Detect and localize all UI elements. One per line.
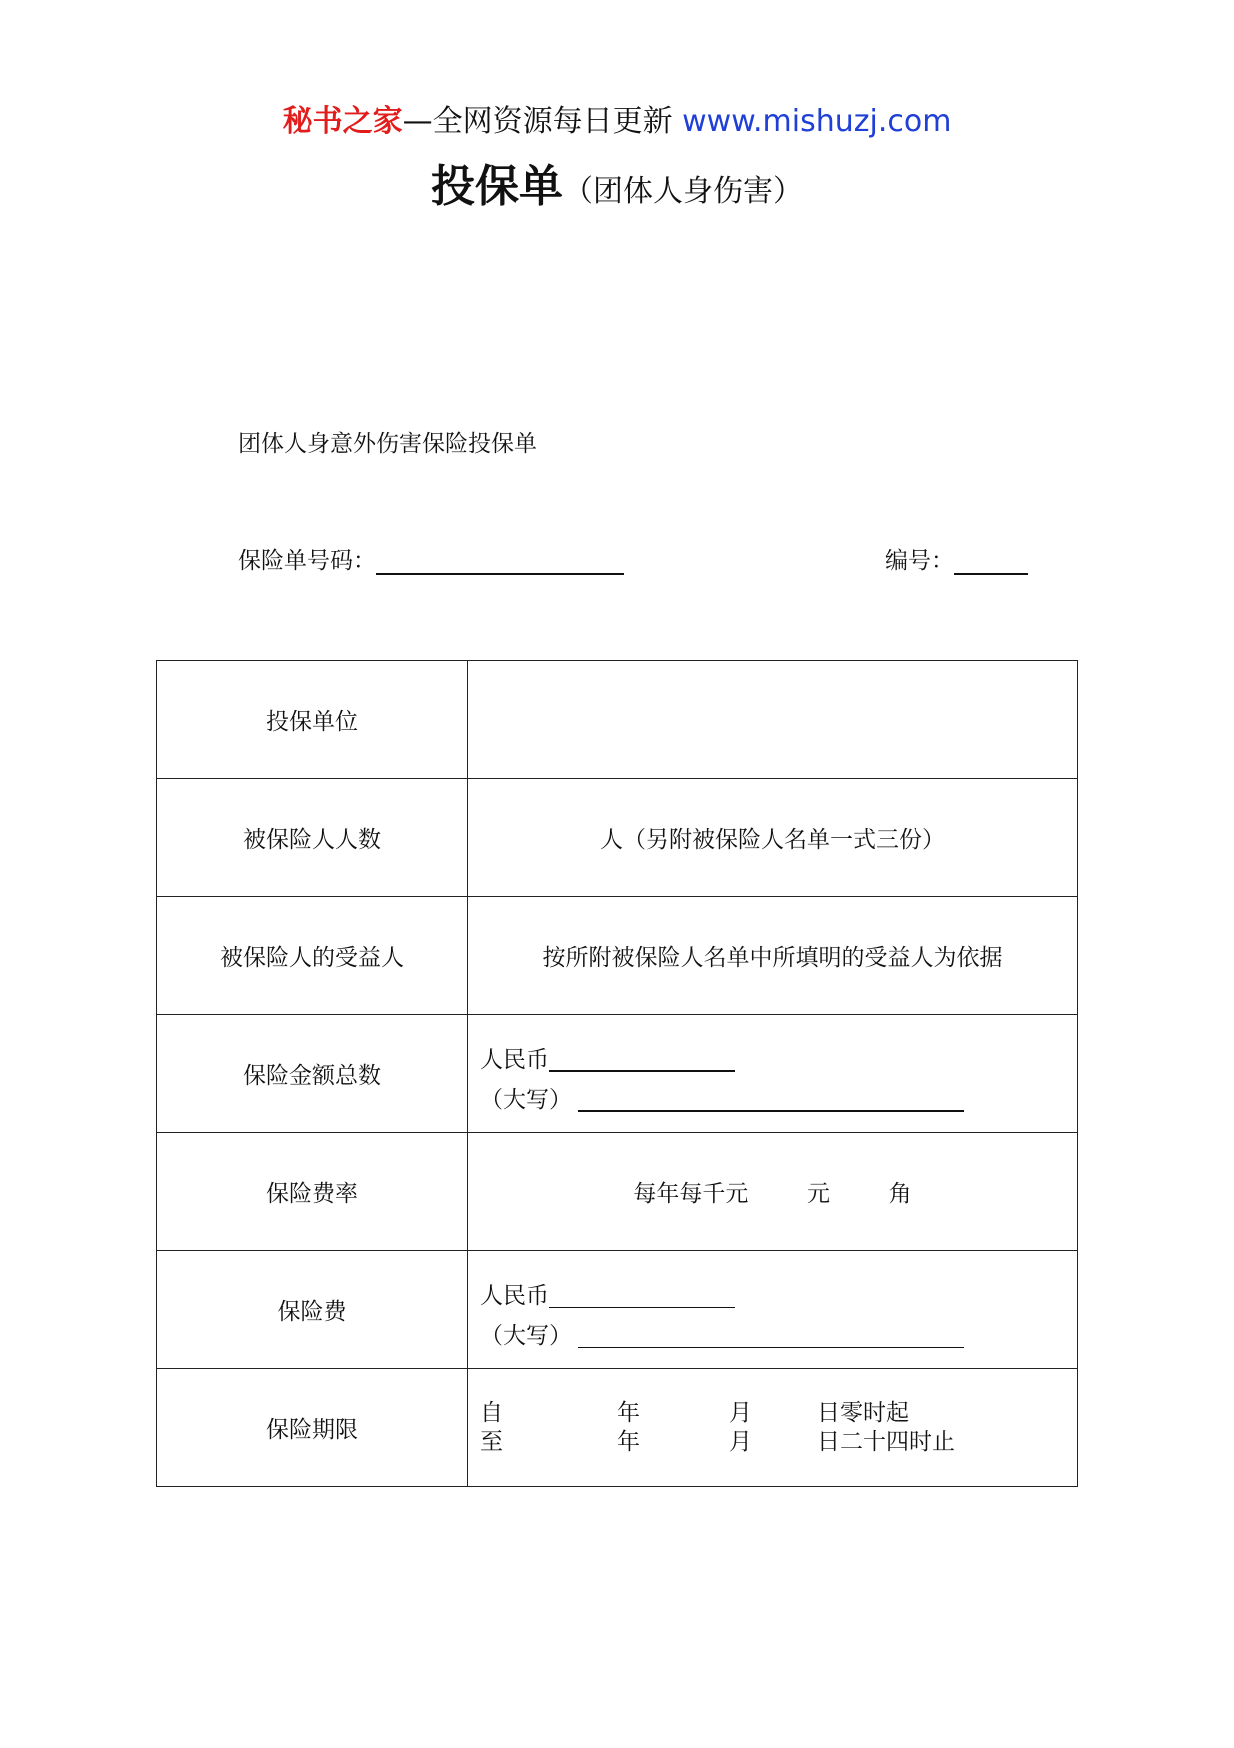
table-row: [157, 1251, 1078, 1369]
serial-number-field: [885, 542, 1028, 575]
sum-insured-capital-label: （大写）: [480, 1086, 572, 1113]
period-to-prefix: 至: [480, 1428, 503, 1455]
premium-rate-cell[interactable]: [468, 1133, 1078, 1251]
banner-url-link[interactable]: www.mishuzj.com: [682, 104, 952, 139]
premium-rate-text-1: 每年每千元: [633, 1181, 749, 1207]
serial-number-label: 编号：: [885, 548, 954, 574]
period-cell[interactable]: [468, 1369, 1078, 1487]
premium-rmb-label: 人民币: [480, 1282, 549, 1309]
application-form-table: [156, 660, 1078, 1487]
sum-insured-rmb-blank[interactable]: [549, 1046, 735, 1072]
title-sub: （团体人身伤害）: [563, 174, 803, 209]
period-to-row: [480, 1428, 1077, 1457]
table-row: [157, 779, 1078, 897]
document-title: [0, 150, 1234, 214]
table-row: [157, 897, 1078, 1015]
period-from-year: 年: [617, 1399, 640, 1426]
period-label: 保险期限: [157, 1369, 468, 1487]
table-row: [157, 1015, 1078, 1133]
period-to-suffix: 日二十四时止: [817, 1428, 955, 1455]
form-name: 团体人身意外伤害保险投保单: [238, 431, 537, 457]
sum-insured-label: 保险金额总数: [157, 1015, 468, 1133]
beneficiary-value: 按所附被保险人名单中所填明的受益人为依据: [468, 897, 1078, 1015]
premium-capital-blank[interactable]: [578, 1323, 964, 1348]
serial-number-blank[interactable]: [954, 547, 1028, 575]
policy-number-label: 保险单号码：: [238, 548, 376, 574]
period-from-month: 月: [729, 1399, 752, 1426]
sum-insured-rmb-label: 人民币: [480, 1046, 549, 1073]
premium-capital-label: （大写）: [480, 1322, 572, 1349]
applicant-value[interactable]: [468, 661, 1078, 779]
banner-brand: 秘书之家: [282, 104, 403, 139]
premium-cell: [468, 1251, 1078, 1369]
period-from-prefix: 自: [480, 1399, 503, 1426]
banner-slogan: —全网资源每日更新: [402, 104, 673, 139]
premium-rmb-blank[interactable]: [549, 1283, 735, 1308]
period-from-row: [480, 1399, 1077, 1428]
period-from-suffix: 日零时起: [817, 1399, 909, 1426]
table-row: [157, 1133, 1078, 1251]
premium-label: 保险费: [157, 1251, 468, 1369]
sum-insured-capital-blank[interactable]: [578, 1086, 964, 1112]
period-to-month: 月: [729, 1428, 752, 1455]
premium-rate-text-3: 角: [888, 1181, 912, 1207]
premium-rate-label: 保险费率: [157, 1133, 468, 1251]
policy-number-blank[interactable]: [376, 547, 624, 575]
applicant-label: 投保单位: [157, 661, 468, 779]
policy-number-field: [238, 542, 624, 575]
table-row: [157, 661, 1078, 779]
site-banner: [0, 102, 1234, 142]
insured-count-value[interactable]: 人（另附被保险人名单一式三份）: [468, 779, 1078, 897]
premium-rate-text-2: 元: [807, 1181, 830, 1207]
sum-insured-cell: [468, 1015, 1078, 1133]
title-main: 投保单: [431, 161, 563, 212]
insured-count-label: 被保险人人数: [157, 779, 468, 897]
table-row: [157, 1369, 1078, 1487]
beneficiary-label: 被保险人的受益人: [157, 897, 468, 1015]
period-to-year: 年: [617, 1428, 640, 1455]
